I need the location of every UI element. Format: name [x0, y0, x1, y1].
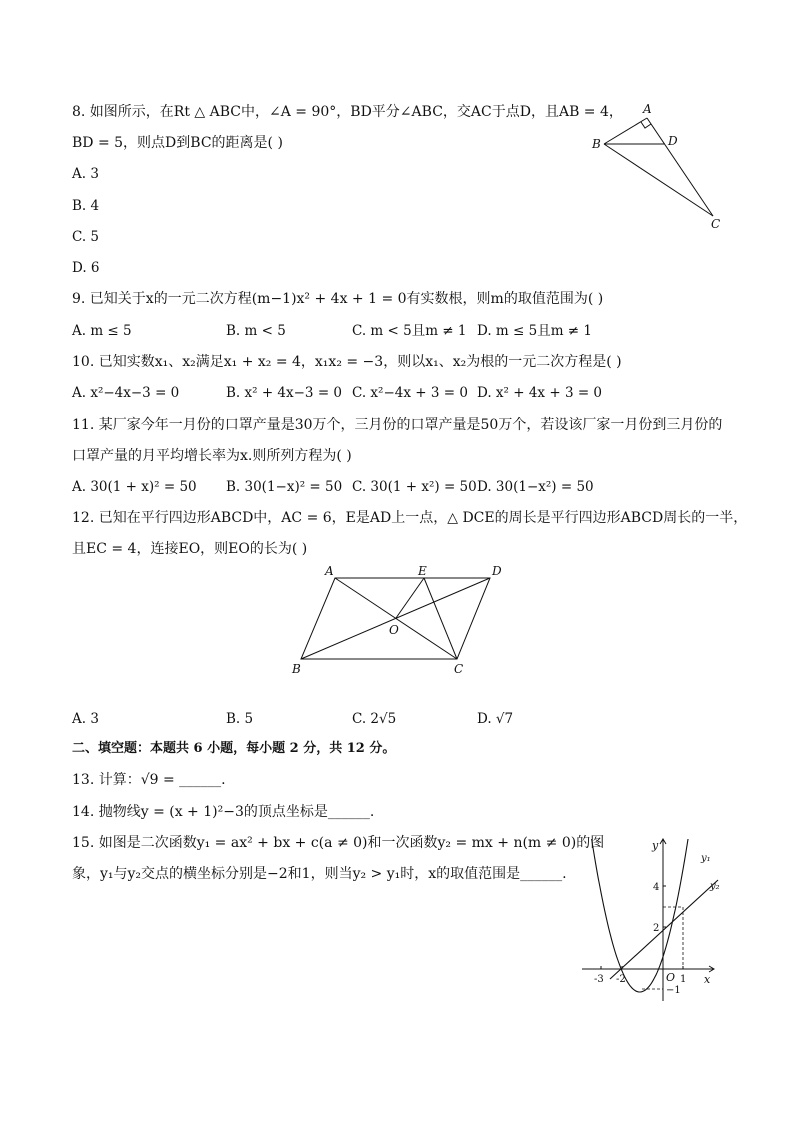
q15-y1-label: y₁: [701, 853, 711, 864]
q12-label-b: B: [292, 662, 301, 676]
q15-x-axis-label: x: [704, 973, 711, 986]
q15-y-axis-label: y: [652, 839, 659, 852]
q15-tick-label-2: 2: [653, 923, 660, 934]
q15-line-y2: [610, 880, 718, 979]
q9-option-d: D. m ≤ 5且m ≠ 1: [477, 323, 592, 339]
q8-side-ac: [647, 118, 713, 216]
q15-tick-label-neg2: -2: [616, 974, 626, 985]
q8-option-d: D. 6: [72, 260, 100, 276]
q12-option-c: C. 2√5: [352, 711, 397, 727]
q15-tick-label-4: 4: [653, 882, 660, 893]
q10-option-b: B. x² + 4x−3 = 0: [226, 385, 343, 401]
q8-side-bc: [604, 144, 713, 216]
q8-side-ab: [604, 118, 647, 144]
q15-tick-label-neg1: −1: [666, 985, 681, 996]
q15-tick-label-neg3: -3: [594, 974, 604, 985]
q8-right-angle-mark: [641, 122, 651, 128]
q12-option-d: D. √7: [477, 711, 514, 727]
q12-label-c: C: [454, 662, 464, 676]
q11-option-b: B. 30(1−x)² = 50: [226, 479, 343, 495]
q12-label-o: O: [389, 623, 399, 637]
q8-label-a: A: [643, 102, 652, 116]
section-fill-in-heading: 二、填空题：本题共 6 小题，每小题 2 分，共 12 分。: [72, 741, 396, 756]
q10-line1: 10. 已知实数x₁、x₂满足x₁ + x₂ = 4，x₁x₂ = −3，则以x₁、x₂为根的一元二次方程是( ): [72, 354, 622, 370]
q15-function-graph: [580, 835, 730, 1007]
q11-line1: 11. 某厂家今年一月份的口罩产量是30万个，三月份的口罩产量是50万个，若设该厂家一月份到三月份的: [72, 417, 723, 433]
q10-option-c: C. x²−4x + 3 = 0: [352, 385, 468, 401]
q12-option-a: A. 3: [72, 711, 99, 727]
q15-line1: 15. 如图是二次函数y₁ = ax² + bx + c(a ≠ 0)和一次函数y₂ = mx + n(m ≠ 0)的图: [72, 835, 605, 851]
q12-segment-ec: [424, 578, 457, 659]
q15-y2-label: y₂: [710, 881, 720, 892]
q8-option-b: B. 4: [72, 198, 100, 214]
q10-option-a: A. x²−4x−3 = 0: [72, 385, 180, 401]
q9-option-b: B. m < 5: [226, 323, 286, 339]
q8-label-c: C: [711, 217, 721, 231]
q13-line: 13. 计算：√9 = ______.: [72, 772, 226, 788]
q11-option-d: D. 30(1−x²) = 50: [477, 479, 594, 495]
q12-label-e: E: [418, 564, 427, 578]
q8-triangle-figure: [585, 100, 735, 232]
q12-parallelogram-figure: [285, 562, 515, 680]
q14-line: 14. 抛物线y = (x + 1)²−3的顶点坐标是______.: [72, 804, 375, 820]
q8-line2: BD = 5，则点D到BC的距离是( ): [72, 135, 283, 151]
q15-tick-label-1: 1: [680, 974, 687, 985]
q12-label-d: D: [492, 564, 502, 578]
q11-line2: 口罩产量的月平均增长率为x.则所列方程为( ): [72, 448, 352, 464]
q9-option-c: C. m < 5且m ≠ 1: [352, 323, 467, 339]
q12-label-a: A: [325, 564, 334, 578]
q9-option-a: A. m ≤ 5: [72, 323, 132, 339]
q12-option-b: B. 5: [226, 711, 254, 727]
q15-parabola-y1: [589, 835, 694, 992]
q8-option-c: C. 5: [72, 229, 100, 245]
q8-label-b: B: [592, 137, 601, 151]
q10-option-d: D. x² + 4x + 3 = 0: [477, 385, 603, 401]
q11-option-c: C. 30(1 + x²) = 50: [352, 479, 477, 495]
q15-origin-label: O: [666, 971, 676, 984]
q8-line1: 8. 如图所示，在Rt △ ABC中，∠A = 90°，BD平分∠ABC，交AC于点D，且AB = 4，: [72, 104, 623, 120]
q8-label-d: D: [668, 134, 678, 148]
q12-line2: 且EC = 4，连接EO，则EO的长为( ): [72, 541, 308, 557]
q15-line2: 象，y₁与y₂交点的横坐标分别是−2和1，则当y₂ > y₁时，x的取值范围是______.: [72, 866, 567, 882]
q11-option-a: A. 30(1 + x)² = 50: [72, 479, 197, 495]
q8-option-a: A. 3: [72, 166, 99, 182]
q12-line1: 12. 已知在平行四边形ABCD中，AC = 6，E是AD上一点，△ DCE的周长是平行四边形ABCD周长的一半，: [72, 510, 748, 526]
q9-line1: 9. 已知关于x的一元二次方程(m−1)x² + 4x + 1 = 0有实数根，则m的取值范围为( ): [72, 291, 604, 307]
